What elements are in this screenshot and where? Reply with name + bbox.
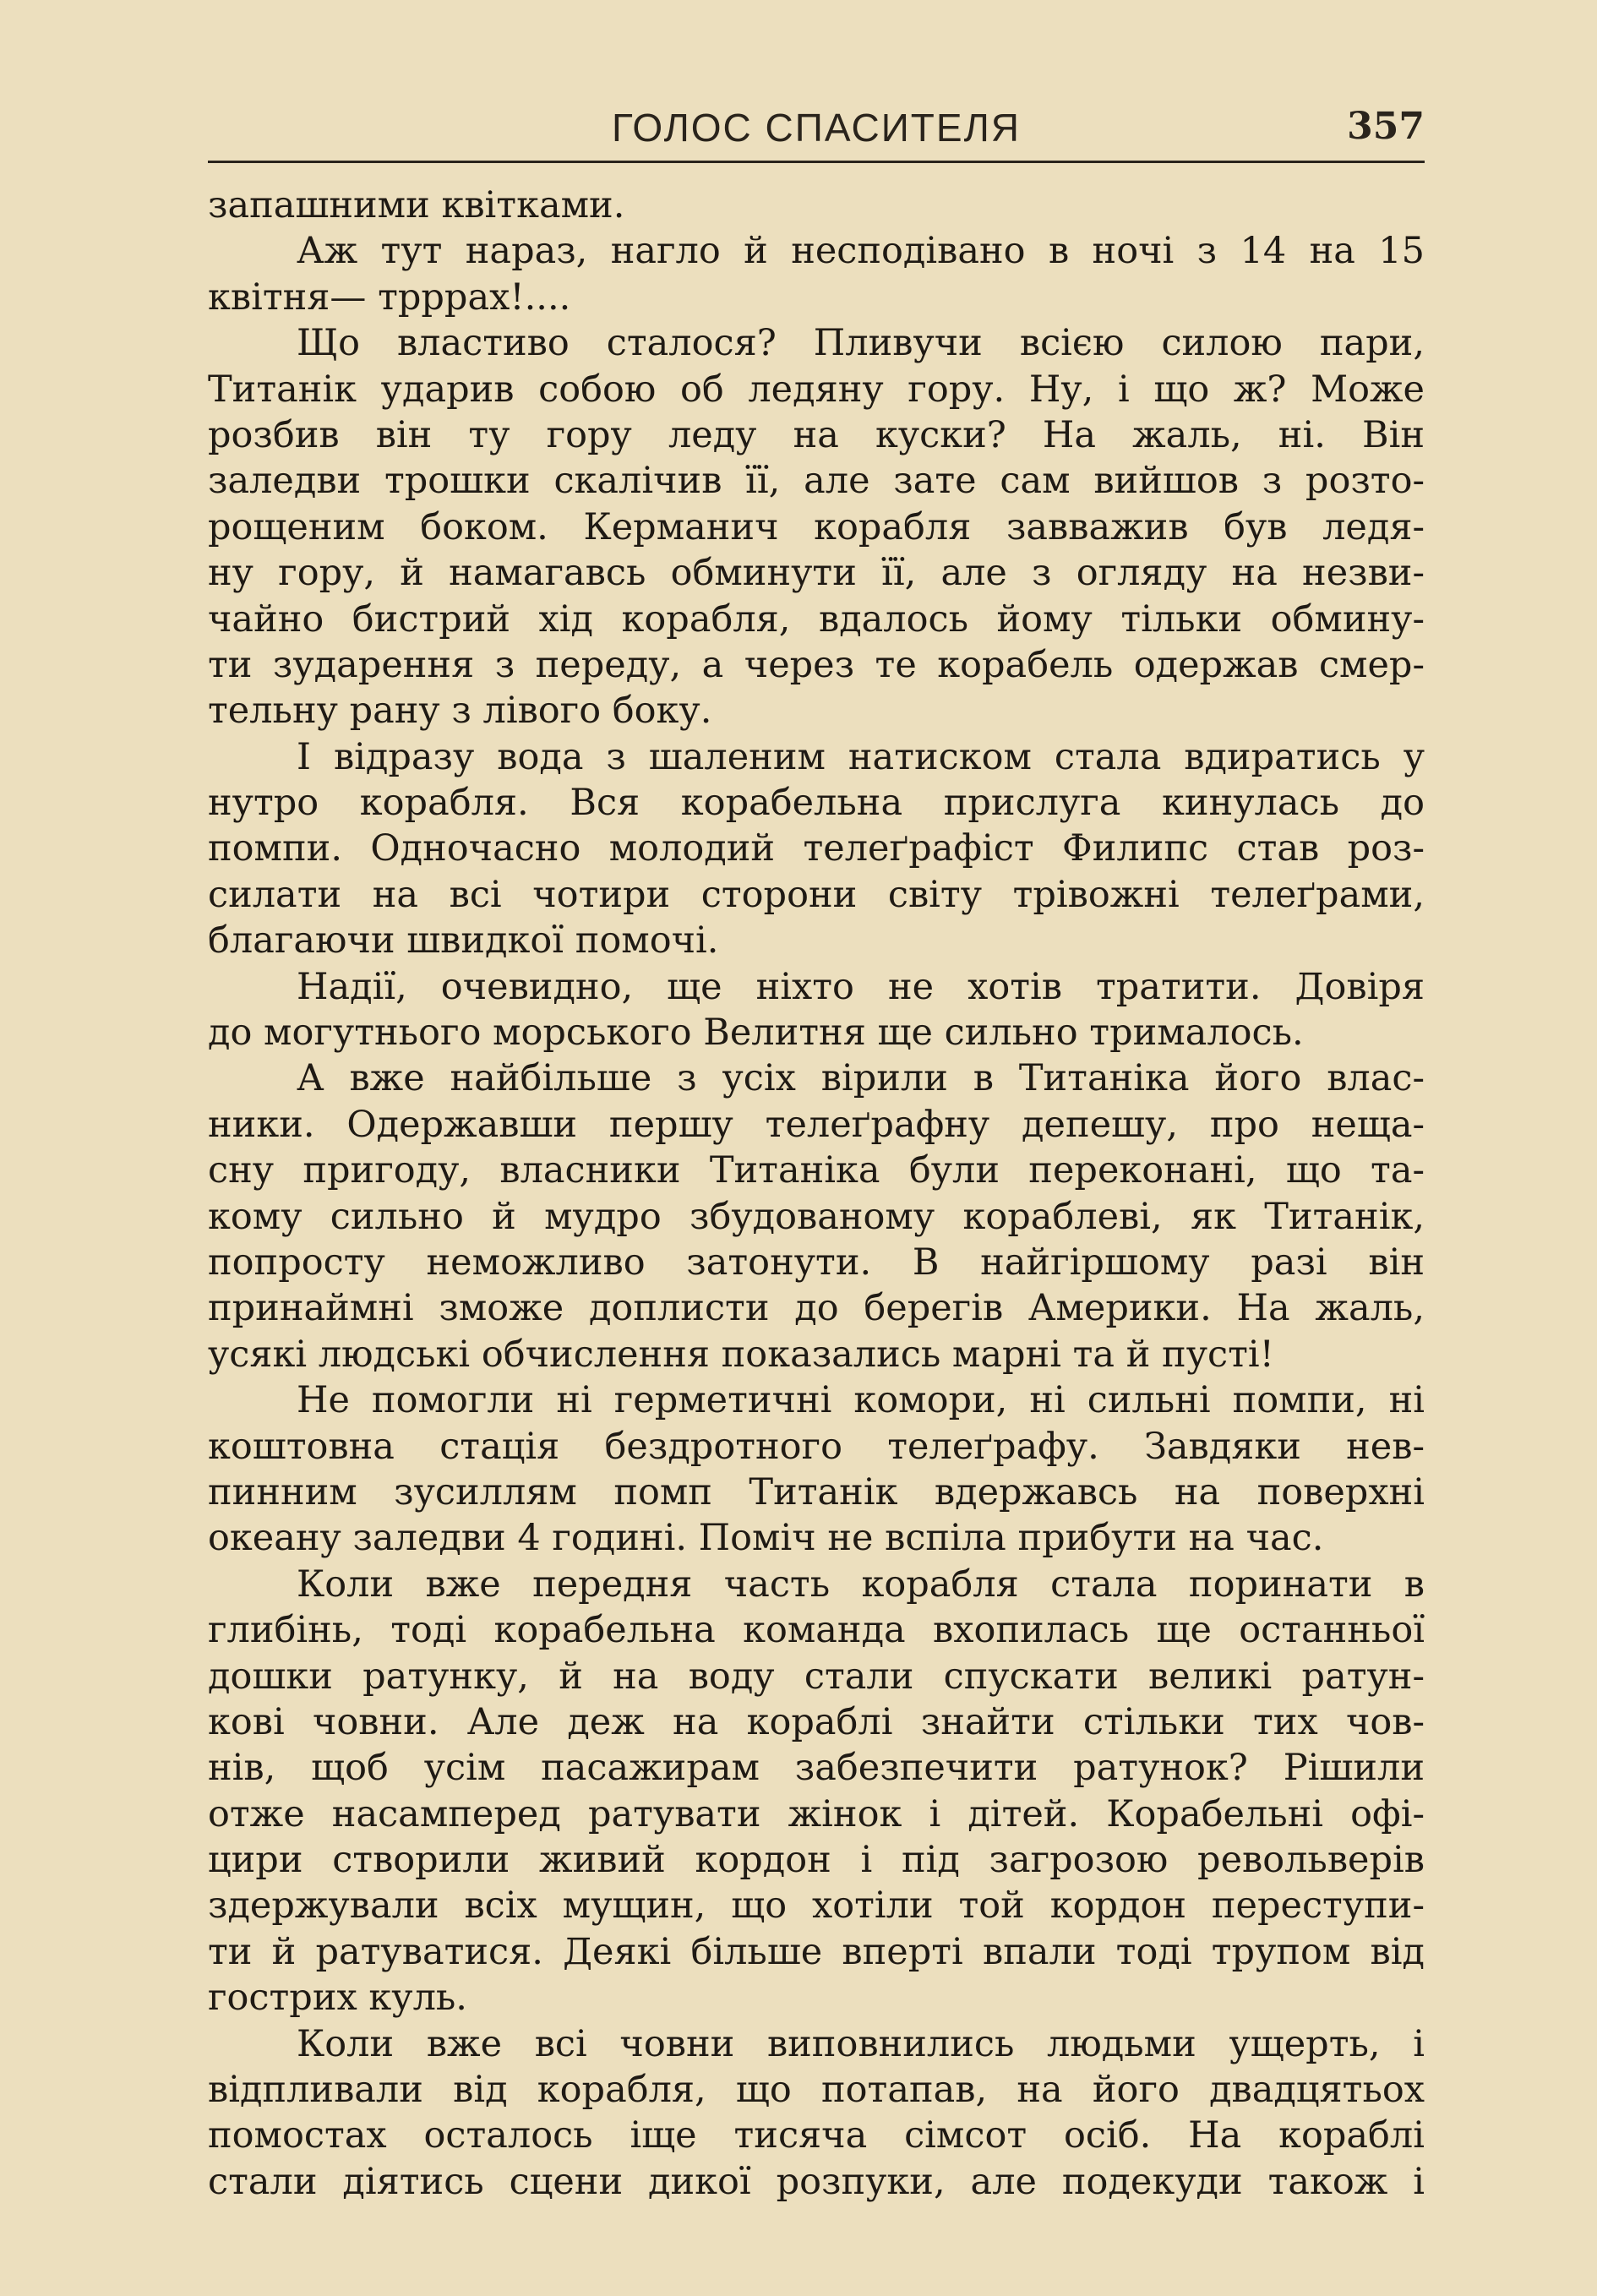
text-line: квітня— трррах!.... [208,275,571,319]
text-line: Не помогли ні герметичні комори, ні сильні помпи, ні [297,1379,1425,1422]
text-line: здержували всіх мущин, що хотіли той кордон переступи- [208,1884,1425,1928]
text-line: глибінь, тоді корабельна команда вхопилась ще останньої [208,1609,1425,1652]
text-line: Аж тут нараз, нагло й несподівано в ночі з 14 на 15 [297,230,1425,273]
text-line: розбив він ту гору леду на куски? На жаль, ні. Він [208,413,1425,456]
text-line: усякі людські обчислення показались марні та й пусті! [208,1333,1274,1376]
text-line: до могутнього морського Велитня ще сильно трималось. [208,1012,1304,1055]
text-line: нутро корабля. Вся корабельна прислуга кинулась до [208,782,1425,825]
text-line: заледви трошки скалічив її, але зате сам вийшов з розто- [208,460,1425,503]
text-line: Надії, очевидно, ще ніхто не хотів тратити. Довіря [297,965,1425,1008]
text-line: пинним зусиллям помп Титанік вдержавсь на поверхні [208,1470,1425,1513]
header-rule [208,161,1425,163]
text-line: гострих куль. [208,1977,467,2020]
text-line: відпливали від корабля, що потапав, на його двадцятьох [208,2069,1425,2112]
book-page [208,100,1425,2203]
text-line: коштовна стація бездротного телеґрафу. Завдяки нев- [208,1425,1425,1468]
text-line: принаймні зможе доплисти до берегів Америки. На жаль, [208,1287,1425,1330]
text-line: сну пригоду, власники Титаніка були переконані, що та- [208,1149,1425,1192]
text-line: ну гору, й намагавсь обминути її, але з огляду на незви- [208,552,1425,595]
text-line: стали діятись сцени дикої розпуки, але подекуди також і [208,2160,1425,2203]
text-line: чайно бистрий хід корабля, вдалось йому тільки обмину- [208,597,1425,641]
text-line: кові човни. Але деж на кораблі знайти стільки тих чов- [208,1700,1425,1743]
text-line: А вже найбільше з усіх вірили в Титаніка його влас- [297,1057,1425,1100]
text-line: Коли вже передня часть корабля стала поринати в [297,1562,1425,1606]
text-line: помпи. Одночасно молодий телеґрафіст Филипс став роз- [208,827,1425,870]
text-line: благаючи швидкої помочі. [208,919,719,963]
running-header [208,100,1425,159]
text-line: помостах осталось іще тисяча сімсот осіб. На кораблі [208,2114,1425,2157]
text-line: отже насамперед ратувати жінок і дітей. Корабельні офі- [208,1792,1425,1835]
text-line: дошки ратунку, й на воду стали спускати великі ратун- [208,1655,1425,1698]
text-line: нів, щоб усім пасажирам забезпечити ратунок? Рішили [208,1747,1425,1790]
text-line: Коли вже всі човни виповнились людьми ущерть, і [297,2022,1425,2065]
text-line: Що властиво сталося? Пливучи всією силою пари, [297,322,1425,365]
text-line: ти й ратуватися. Деякі більше вперті впали тоді трупом від [208,1930,1425,1973]
running-title: ГОЛОС СПАСИТЕЛЯ [612,106,1021,150]
text-line: цири створили живий кордон і під загрозою револьверів [208,1839,1425,1882]
page-number: 357 [1347,105,1425,148]
text-line: ники. Одержавши першу телеґрафну депешу, про неща- [208,1103,1425,1146]
text-line: Титанік ударив собою об ледяну гору. Ну, і що ж? Може [208,368,1425,411]
text-line: ти зударення з переду, а через те корабель одержав смер- [208,643,1425,686]
text-line: рощеним боком. Керманич корабля завважив був ледя- [208,505,1425,548]
text-line: кому сильно й мудро збудованому кораблеві, як Титанік, [208,1195,1425,1238]
body-text [208,183,1425,2205]
text-line: океану заледви 4 годині. Поміч не вспіла прибути на час. [208,1517,1324,1560]
text-line: попросту неможливо затонути. В найгіршому разі він [208,1241,1425,1284]
text-line: запашними квітками. [208,184,625,226]
text-line: тельну рану з лівого боку. [208,690,712,733]
text-line: І відразу вода з шаленим натиском стала вдиратись у [297,735,1425,778]
text-line: силати на всі чотири сторони світу трівожні телеґрами, [208,873,1425,916]
